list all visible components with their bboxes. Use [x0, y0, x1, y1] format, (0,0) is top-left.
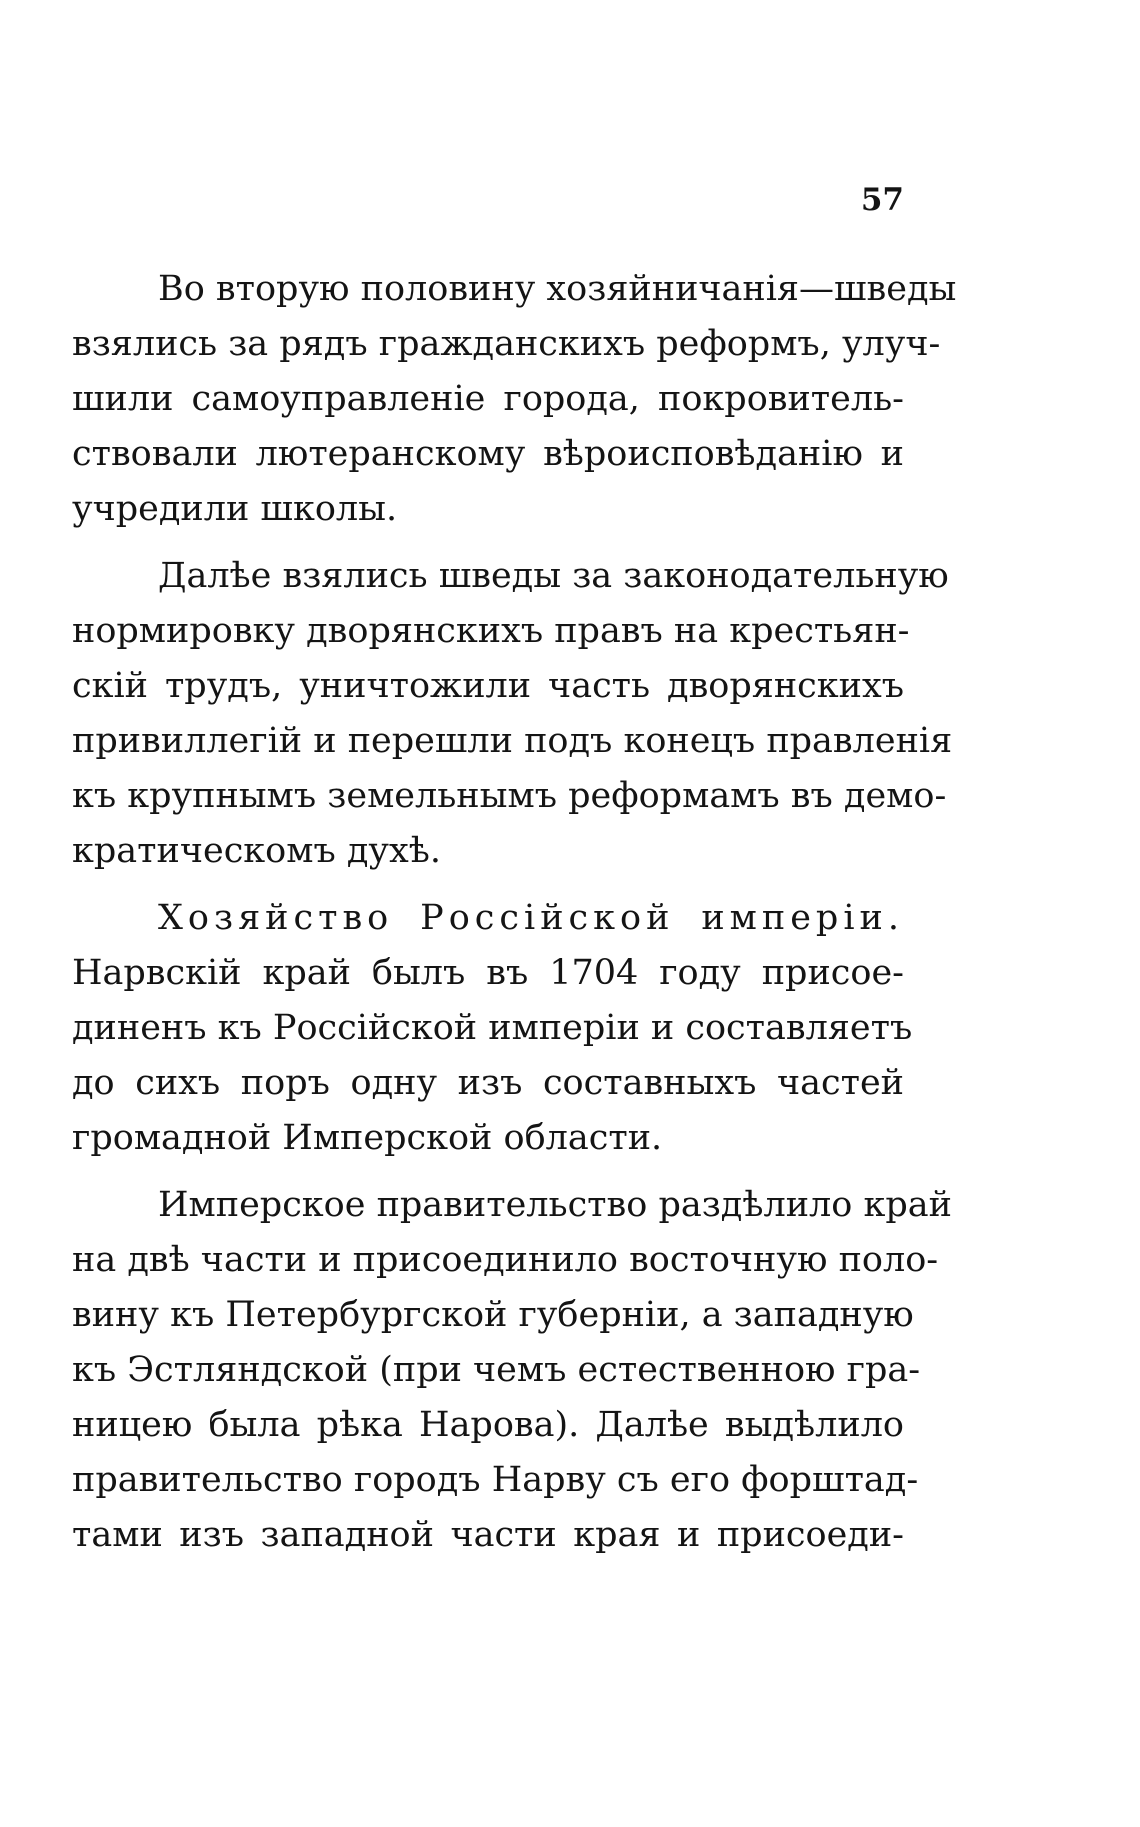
text-line: къ крупнымъ земельнымъ реформамъ въ демо-: [72, 776, 947, 816]
text-line: правительство городъ Нарву съ его форштад-: [72, 1460, 919, 1500]
text-line: привиллегій и перешли подъ конецъ правленія: [72, 721, 953, 761]
page-number: 57: [860, 182, 904, 218]
text-line: кратическомъ духѣ.: [72, 831, 441, 871]
text-line: нормировку дворянскихъ правъ на крестьян-: [72, 611, 910, 651]
text-line: на двѣ части и присоединило восточную поло-: [72, 1240, 939, 1280]
paragraph-1: [72, 262, 957, 537]
paragraph-4: [72, 1178, 952, 1563]
text-line: Во вторую половину хозяйничанія—шведы: [158, 269, 957, 309]
text-line: Имперское правительство раздѣлило край: [158, 1185, 952, 1225]
text-line: вину къ Петербургской губерніи, а западную: [72, 1295, 914, 1335]
paragraph-3: [72, 891, 913, 1166]
text-line: ствовали лютеранскому вѣроисповѣданію и: [72, 434, 904, 474]
text-line: учредили школы.: [72, 489, 398, 529]
paragraph-2: [72, 549, 953, 879]
text-line: взялись за рядъ гражданскихъ реформъ, улуч-: [72, 324, 941, 364]
text-line: скій трудъ, уничтожили часть дворянскихъ: [72, 666, 904, 706]
text-line: Нарвскій край былъ въ 1704 году присое-: [72, 953, 904, 993]
text-line: Далѣе взялись шведы за законодательную: [158, 556, 949, 596]
section-heading: Хозяйство Россійской имперіи.: [158, 898, 904, 938]
text-line: тами изъ западной части края и присоеди-: [72, 1515, 904, 1555]
text-line: до сихъ поръ одну изъ составныхъ частей: [72, 1063, 904, 1103]
text-line: громадной Имперской области.: [72, 1118, 663, 1158]
text-line: шили самоуправленіе города, покровитель-: [72, 379, 904, 419]
body-text: [72, 262, 957, 1575]
text-line: диненъ къ Россійской имперіи и составляетъ: [72, 1008, 913, 1048]
text-line: къ Эстляндской (при чемъ естественною гра-: [72, 1350, 921, 1390]
text-line: ницею была рѣка Нарова). Далѣе выдѣлило: [72, 1405, 904, 1445]
